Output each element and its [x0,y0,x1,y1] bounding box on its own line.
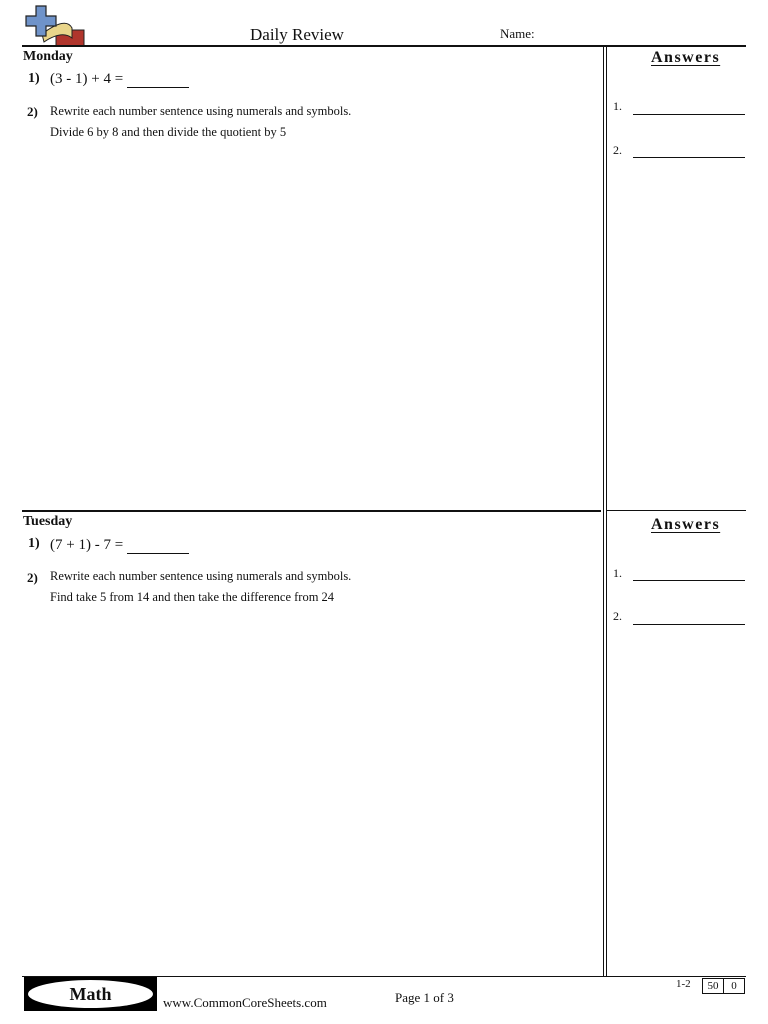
answer-number: 1. [613,566,622,580]
question-number: 2) [27,104,38,119]
math-logo-icon [22,4,86,48]
answer-blank[interactable] [127,73,189,88]
question-instructions [50,101,351,143]
name-label: Name: [500,26,535,41]
day-heading-monday: Monday [23,49,73,64]
math-badge [24,977,157,1011]
question-expression [50,537,189,554]
question-number: 1) [28,71,40,86]
question-text: Divide 6 by 8 and then divide the quotient by 5 [50,125,287,139]
instruction-text: Rewrite each number sentence using numerals and symbols. [50,104,352,118]
answers-heading: Answers [651,49,721,66]
answer-column-border-right [606,46,607,976]
score-max-box: 50 [702,978,724,994]
instruction-text: Rewrite each number sentence using numerals and symbols. [50,569,352,583]
answer-column-border-left [603,46,604,976]
answers-heading: Answers [651,516,721,533]
page-title: Daily Review [250,25,344,44]
question-expression [50,71,189,88]
problem-range: 1-2 [676,978,691,990]
expression-text: (7 + 1) - 7 = [50,537,124,553]
website-link[interactable]: www.CommonCoreSheets.com [163,995,327,1010]
answer-blank[interactable] [127,539,189,554]
answer-number: 2. [613,609,622,623]
section-divider [22,510,601,512]
answer-line[interactable] [633,624,745,625]
answer-line[interactable] [633,114,745,115]
question-text: Find take 5 from 14 and then take the difference from 24 [50,590,335,604]
answer-number: 1. [613,99,622,113]
question-number: 1) [28,536,40,551]
score-min-box: 0 [723,978,745,994]
page-number: Page 1 of 3 [395,990,454,1005]
answer-line[interactable] [633,580,745,581]
answer-number: 2. [613,143,622,157]
day-heading-tuesday: Tuesday [23,514,73,529]
header-divider [22,45,746,47]
answer-line[interactable] [633,157,745,158]
question-number: 2) [27,570,38,585]
answers-divider [607,510,746,511]
math-badge-label: Math [28,980,153,1008]
expression-text: (3 - 1) + 4 = [50,71,124,87]
question-instructions [50,566,351,608]
